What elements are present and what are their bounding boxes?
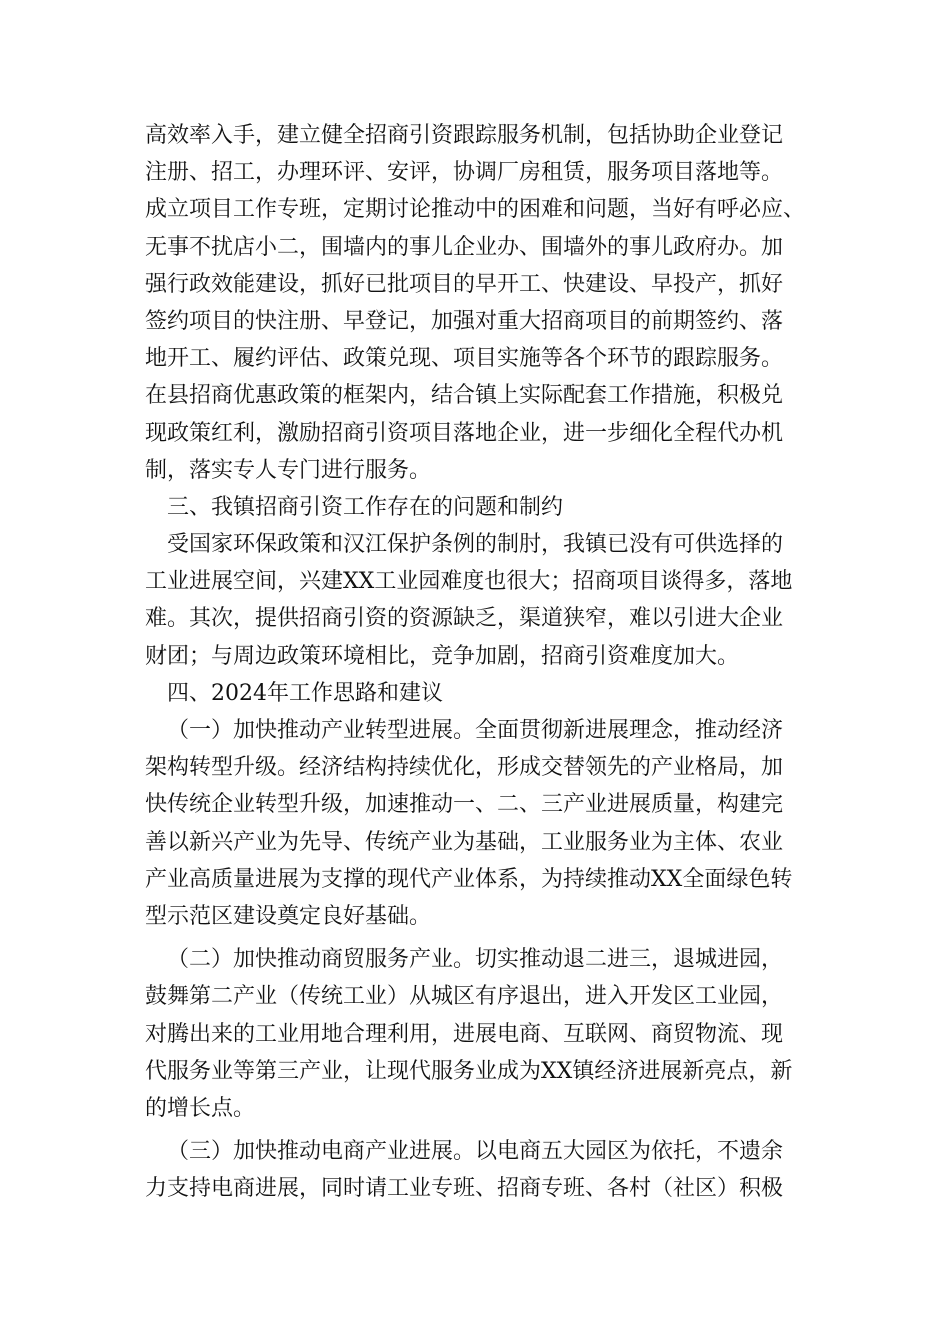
paragraph-line: 工业进展空间，兴建XX工业园难度也很大；招商项目谈得多，落地	[145, 569, 793, 595]
paragraph-line: 难。其次，提供招商引资的资源缺乏，渠道狭窄，难以引进大企业	[145, 606, 784, 632]
paragraph-line: 鼓舞第二产业（传统工业）从城区有序退出，进入开发区工业园，	[145, 984, 784, 1010]
document-body	[145, 117, 810, 1207]
paragraph-line: 型示范区建设奠定良好基础。	[145, 903, 432, 929]
paragraph-line: 财团；与周边政策环境相比，竞争加剧，招商引资难度加大。	[145, 643, 740, 669]
paragraph-line: 制，落实专人专门进行服务。	[145, 457, 432, 483]
paragraph-line: （三）加快推动电商产业进展。以电商五大园区为依托，不遗余	[167, 1139, 784, 1165]
paragraph-line: 产业高质量进展为支撑的现代产业体系，为持续推动XX全面绿色转	[145, 866, 793, 892]
paragraph-line: 成立项目工作专班，定期讨论推动中的困难和问题，当好有呼必应、	[145, 197, 806, 223]
paragraph-line: （二）加快推动商贸服务产业。切实推动退二进三，退城进园，	[167, 947, 784, 973]
paragraph-line: 高效率入手，建立健全招商引资跟踪服务机制，包括协助企业登记	[145, 123, 784, 148]
paragraph-line: 注册、招工，办理环评、安评，协调厂房租赁，服务项目落地等。	[145, 160, 784, 186]
paragraph-line: 的增长点。	[145, 1095, 256, 1121]
paragraph-line: 力支持电商进展，同时请工业专班、招商专班、各村（社区）积极	[145, 1176, 784, 1202]
section-heading: 三、我镇招商引资工作存在的问题和制约	[167, 494, 564, 520]
paragraph-line: 善以新兴产业为先导、传统产业为基础，工业服务业为主体、农业	[145, 829, 784, 855]
paragraph-line: （一）加快推动产业转型进展。全面贯彻新进展理念，推动经济	[167, 718, 784, 743]
paragraph-line: 代服务业等第三产业，让现代服务业成为XX镇经济进展新亮点，新	[145, 1058, 793, 1084]
paragraph-line: 无事不扰店小二，围墙内的事儿企业办、围墙外的事儿政府办。加	[145, 234, 784, 260]
paragraph-line: 快传统企业转型升级，加速推动一、二、三产业进展质量，构建完	[145, 792, 784, 818]
paragraph-line: 对腾出来的工业用地合理利用，进展电商、互联网、商贸物流、现	[145, 1021, 784, 1047]
paragraph-line: 受国家环保政策和汉江保护条例的制肘，我镇已没有可供选择的	[167, 532, 784, 558]
paragraph-line: 在县招商优惠政策的框架内，结合镇上实际配套工作措施，积极兑	[145, 383, 784, 409]
paragraph-line: 地开工、履约评估、政策兑现、项目实施等各个环节的跟踪服务。	[145, 346, 784, 372]
paragraph-line: 强行政效能建设，抓好已批项目的早开工、快建设、早投产，抓好	[145, 271, 784, 297]
section-heading: 四、2024年工作思路和建议	[167, 680, 443, 706]
paragraph-line: 架构转型升级。经济结构持续优化，形成交替领先的产业格局，加	[145, 755, 784, 781]
paragraph-line: 现政策红利，激励招商引资项目落地企业，进一步细化全程代办机	[145, 420, 784, 446]
paragraph-line: 签约项目的快注册、早登记，加强对重大招商项目的前期签约、落	[145, 308, 784, 334]
